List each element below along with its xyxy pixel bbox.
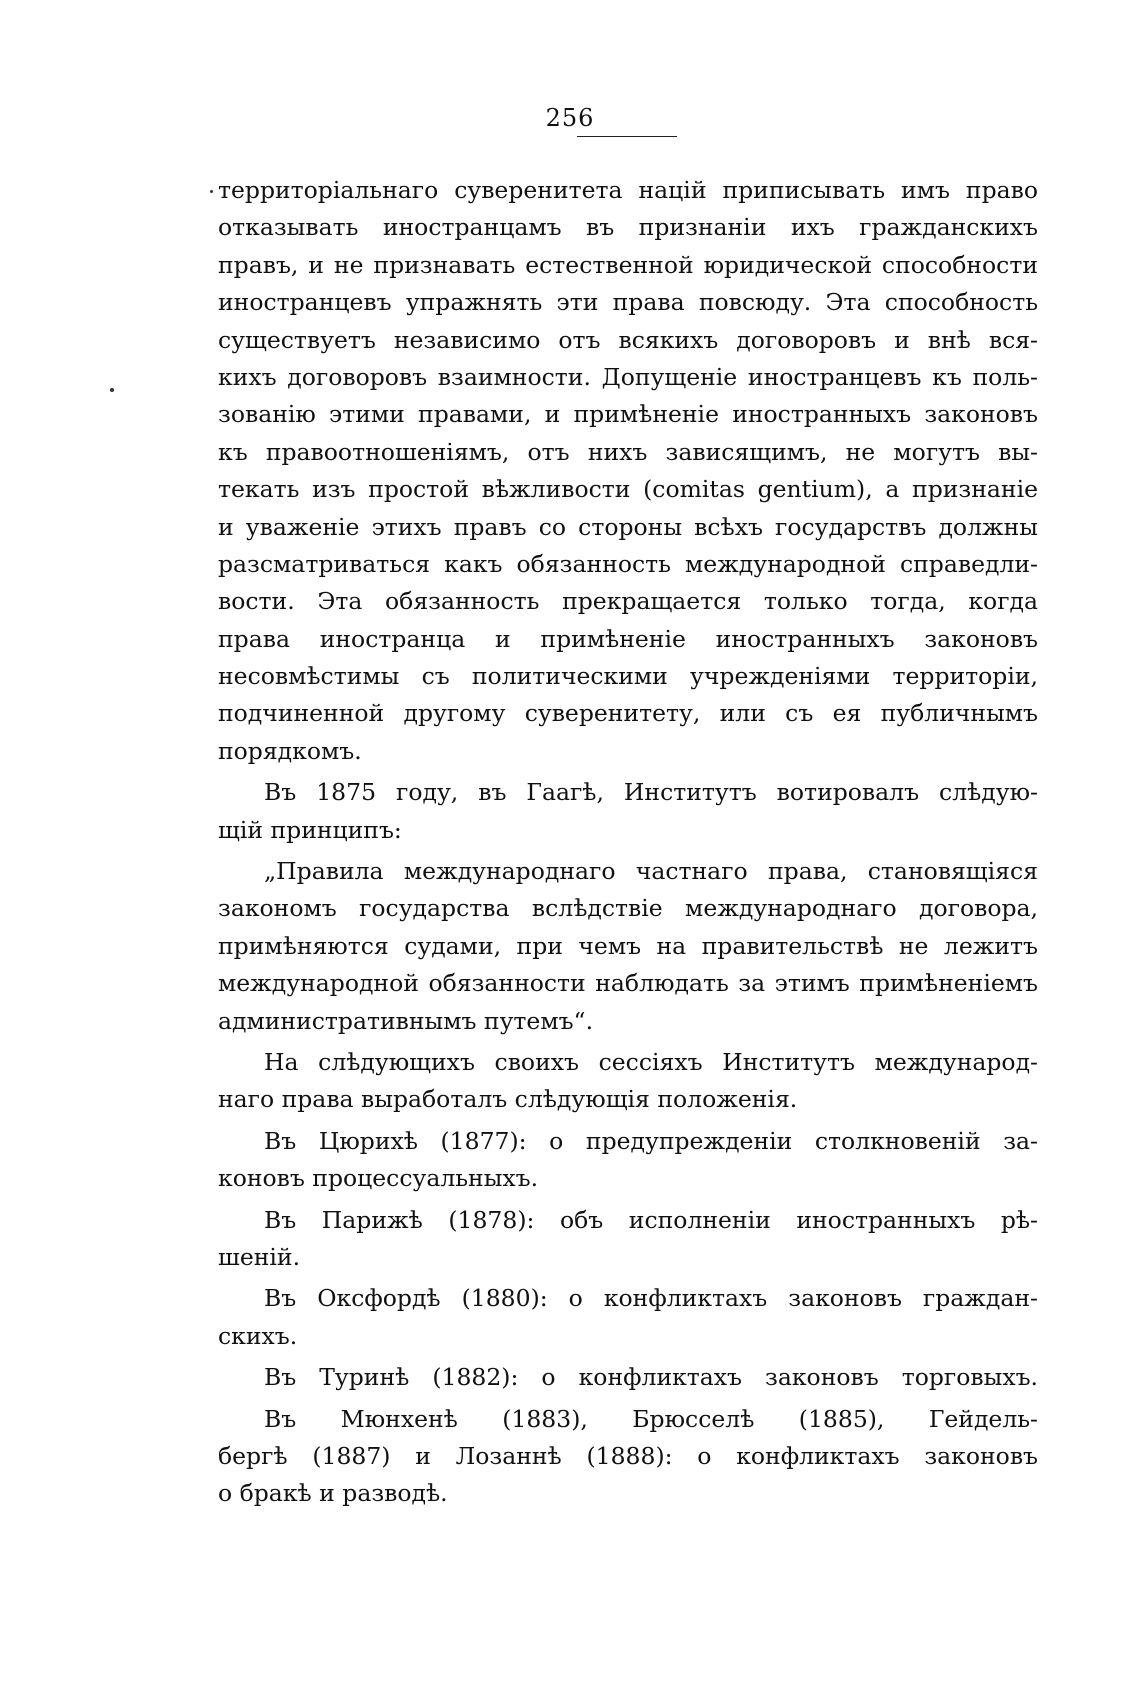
text-line: подчиненной другому суверенитету, или съ ея публичнымъ: [218, 699, 1038, 728]
text-line: наго права выработалъ слѣдующія положенія.: [218, 1085, 798, 1114]
text-line: Въ Оксфордѣ (1880): о конфликтахъ законовъ граждан-: [264, 1284, 1038, 1313]
paragraph: [218, 1202, 1038, 1277]
text-line: разсматриваться какъ обязанность международной справедли-: [218, 549, 1038, 578]
text-line: существуетъ независимо отъ всякихъ договоровъ и внѣ вся-: [218, 325, 1038, 354]
text-line: права иностранца и примѣненіе иностранныхъ законовъ: [218, 624, 1038, 653]
text-line: порядкомъ.: [218, 736, 362, 765]
text-line: несовмѣстимы съ политическими учрежденіями территоріи,: [218, 662, 1038, 691]
text-line: На слѣдующихъ своихъ сессіяхъ Институтъ международ-: [264, 1047, 1038, 1076]
text-line: къ правоотношеніямъ, отъ нихъ зависящимъ, не могутъ вы-: [218, 437, 1038, 466]
scan-speck: [210, 190, 213, 193]
text-line: скихъ.: [218, 1321, 298, 1350]
text-line: „Правила международнаго частнаго права, становящіяся: [264, 857, 1038, 886]
text-line: Въ Цюрихѣ (1877): о предупрежденіи столкновеній за-: [264, 1126, 1038, 1155]
text-line: зованію этими правами, и примѣненіе иностранныхъ законовъ: [218, 400, 1038, 429]
text-line: Въ Мюнхенѣ (1883), Брюсселѣ (1885), Гейдель-: [264, 1404, 1038, 1433]
text-line: отказывать иностранцамъ въ признаніи ихъ гражданскихъ: [218, 213, 1038, 242]
text-line: щій принципъ:: [218, 815, 402, 844]
text-line: текать изъ простой вѣжливости (comitas gentium), а признаніе: [218, 475, 1038, 504]
text-line: Въ Парижѣ (1878): объ исполненіи иностранныхъ рѣ-: [264, 1205, 1038, 1234]
text-line: закономъ государства вслѣдствіе международнаго договора,: [218, 894, 1038, 923]
text-line: примѣняются судами, при чемъ на правительствѣ не лежитъ: [218, 931, 1038, 960]
quote-paragraph: [218, 853, 1038, 1040]
text-line: правъ, и не признавать естественной юридической способности: [218, 250, 1038, 279]
paragraph: [218, 1280, 1038, 1355]
text-line: о бракѣ и разводѣ.: [218, 1479, 448, 1508]
text-line: шеній.: [218, 1242, 301, 1271]
text-line: бергѣ (1887) и Лозаннѣ (1888): о конфликтахъ законовъ: [218, 1441, 1038, 1470]
paragraph: [218, 172, 1038, 770]
text-line: Въ 1875 году, въ Гаагѣ, Институтъ вотировалъ слѣдую-: [264, 778, 1038, 807]
paragraph: [218, 1044, 1038, 1119]
paragraph: [218, 1359, 1038, 1396]
body-text: [218, 172, 1038, 1513]
text-line: территоріальнаго суверенитета націй приписывать имъ право: [218, 176, 1038, 204]
text-line: вости. Эта обязанность прекращается только тогда, когда: [218, 587, 1038, 616]
page-number-rule: [577, 136, 677, 137]
text-line: международной обязанности наблюдать за этимъ примѣненіемъ: [218, 969, 1038, 998]
paragraph: [218, 1401, 1038, 1513]
scan-speck: [110, 388, 114, 392]
paragraph: [218, 1123, 1038, 1198]
text-line: коновъ процессуальныхъ.: [218, 1164, 539, 1193]
text-line: Въ Туринѣ (1882): о конфликтахъ законовъ торговыхъ.: [264, 1363, 1038, 1392]
text-line: и уваженіе этихъ правъ со стороны всѣхъ государствъ должны: [218, 512, 1038, 541]
paragraph: [218, 774, 1038, 849]
text-line: кихъ договоровъ взаимности. Допущеніе иностранцевъ къ поль-: [218, 362, 1038, 391]
text-line: административнымъ путемъ“.: [218, 1006, 594, 1035]
text-line: иностранцевъ упражнять эти права повсюду. Эта способность: [218, 288, 1038, 317]
page-number: 256: [545, 104, 595, 132]
